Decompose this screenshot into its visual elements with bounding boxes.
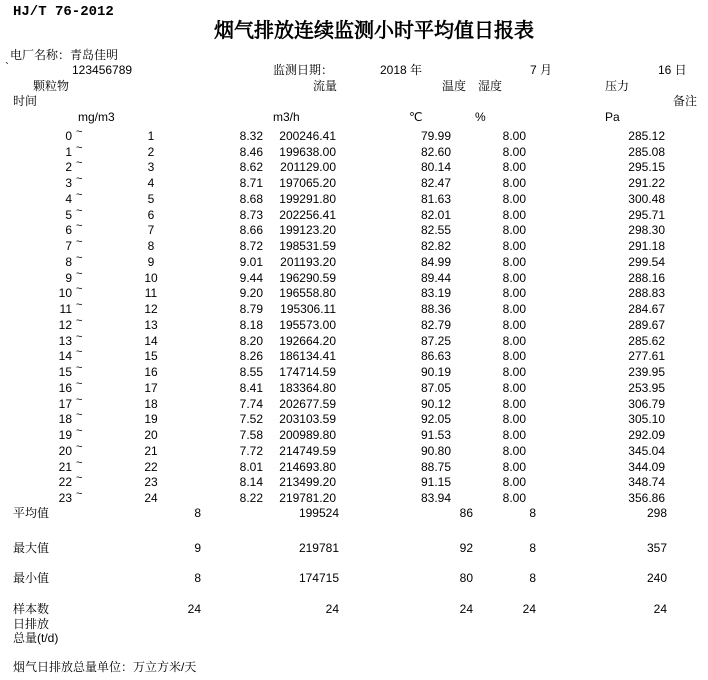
- tilde-separator: ~: [76, 346, 83, 359]
- pressure-value: 298.30: [628, 223, 665, 238]
- pressure-value: 306.79: [628, 396, 665, 411]
- summary-particulate-value: 9: [194, 541, 201, 555]
- flow-value: 201193.20: [280, 254, 336, 269]
- humidity-value: 8.00: [502, 191, 526, 206]
- page-title: 烟气排放连续监测小时平均值日报表: [214, 20, 534, 42]
- flow-value: 200989.80: [279, 428, 336, 443]
- summary-pressure-value: 357: [646, 541, 667, 555]
- standard-number: HJ/T 76-2012: [13, 4, 114, 20]
- tilde-separator: ~: [76, 488, 83, 501]
- particulate-value: 8.46: [239, 144, 263, 159]
- humidity-value: 8.00: [502, 365, 526, 380]
- tilde-separator: ~: [76, 220, 83, 233]
- humidity-value: 8.00: [502, 491, 526, 506]
- tilde-separator: ~: [76, 236, 83, 249]
- column-header-humidity: 湿度: [478, 79, 503, 93]
- temperature-value: 87.05: [420, 380, 451, 395]
- table-row: [0, 440, 708, 459]
- plant-code: 123456789: [72, 63, 133, 77]
- hour-start: 21: [58, 459, 72, 474]
- flow-value: 214693.80: [279, 459, 336, 474]
- particulate-value: 8.66: [239, 223, 263, 238]
- particulate-value: 7.72: [239, 443, 263, 458]
- hour-start: 5: [65, 207, 72, 222]
- tilde-separator: ~: [76, 157, 83, 170]
- temperature-value: 82.60: [420, 144, 451, 159]
- flow-value: 196558.80: [279, 286, 336, 301]
- summary-flow-value: 24: [325, 602, 339, 616]
- hour-start: 19: [58, 428, 72, 443]
- hour-end: 18: [144, 396, 158, 411]
- humidity-value: 8.00: [502, 129, 526, 143]
- temperature-value: 82.55: [420, 223, 451, 238]
- hour-end: 17: [144, 380, 158, 395]
- table-row: [0, 159, 708, 175]
- temperature-value: 88.36: [420, 302, 451, 317]
- particulate-value: 8.73: [239, 207, 263, 222]
- pressure-value: 300.48: [628, 191, 665, 206]
- hour-end: 9: [147, 254, 155, 269]
- hour-end: 5: [147, 191, 155, 206]
- flow-value: 198531.59: [279, 239, 336, 254]
- hour-start: 10: [58, 286, 72, 301]
- humidity-value: 8.00: [502, 270, 526, 285]
- humidity-value: 8.00: [502, 412, 526, 427]
- tilde-separator: ~: [76, 267, 83, 280]
- particulate-value: 7.52: [239, 412, 263, 427]
- tilde-separator: ~: [76, 188, 83, 201]
- hour-end: 11: [144, 286, 158, 301]
- hour-start: 16: [58, 380, 72, 395]
- hour-start: 15: [58, 365, 72, 380]
- stray-mark: `: [5, 60, 9, 74]
- humidity-value: 8.00: [502, 254, 526, 269]
- summary-particulate-value: 8: [194, 571, 201, 585]
- pressure-value: 289.67: [628, 317, 665, 332]
- hour-end: 3: [147, 160, 155, 175]
- daily-emission-label-line2: 总量(t/d): [13, 631, 59, 645]
- temperature-value: 89.44: [420, 270, 451, 285]
- summary-humidity-value: 8: [529, 506, 536, 520]
- particulate-value: 8.55: [239, 365, 263, 380]
- temperature-value: 86.63: [420, 349, 451, 364]
- table-row: [0, 364, 708, 380]
- particulate-value: 8.62: [239, 160, 263, 175]
- humidity-value: 8.00: [502, 286, 526, 301]
- tilde-separator: ~: [76, 393, 83, 406]
- table-row: [0, 238, 708, 254]
- hour-start: 18: [58, 412, 72, 427]
- summary-pressure-value: 240: [646, 571, 667, 585]
- tilde-separator: ~: [76, 251, 83, 264]
- particulate-value: 8.72: [239, 239, 263, 254]
- flow-value: 195573.00: [279, 317, 336, 332]
- tilde-separator: ~: [76, 425, 83, 438]
- hour-start: 1: [65, 144, 72, 159]
- unit-humidity: %: [475, 110, 486, 124]
- tilde-separator: ~: [76, 314, 83, 327]
- pressure-value: 299.54: [628, 254, 665, 269]
- humidity-value: 8.00: [502, 239, 526, 254]
- pressure-value: 356.86: [628, 491, 665, 506]
- pressure-value: 285.62: [628, 333, 665, 348]
- hour-end: 2: [147, 144, 155, 159]
- humidity-value: 8.00: [502, 223, 526, 238]
- table-row: [0, 330, 708, 349]
- particulate-value: 8.22: [239, 491, 263, 506]
- temperature-value: 82.82: [420, 239, 451, 254]
- column-header-remark: 备注: [673, 94, 698, 108]
- flow-value: 199638.00: [279, 144, 336, 159]
- table-row: [0, 267, 708, 286]
- summary-row-label: 最大值: [13, 541, 50, 555]
- humidity-value: 8.00: [502, 302, 526, 317]
- summary-row: [0, 570, 708, 586]
- flow-value: 197065.20: [279, 176, 336, 191]
- table-row: [0, 393, 708, 412]
- particulate-value: 7.58: [239, 428, 263, 443]
- temperature-value: 84.99: [420, 254, 451, 269]
- hour-start: 0: [65, 129, 72, 143]
- summary-row: [0, 505, 708, 521]
- monitor-date-day: 16 日: [658, 63, 687, 77]
- pressure-value: 348.74: [628, 475, 665, 490]
- footer-note: 烟气日排放总量单位：万立方米/天: [13, 660, 197, 674]
- tilde-separator: ~: [76, 456, 83, 469]
- flow-value: 195306.11: [280, 302, 336, 317]
- table-row: [0, 301, 708, 317]
- humidity-value: 8.00: [502, 207, 526, 222]
- flow-value: 192664.20: [279, 333, 336, 348]
- summary-row-label: 最小值: [13, 571, 50, 585]
- summary-humidity-value: 24: [522, 602, 536, 616]
- summary-pressure-value: 24: [653, 602, 667, 616]
- humidity-value: 8.00: [502, 380, 526, 395]
- hour-start: 20: [58, 443, 72, 458]
- flow-value: 213499.20: [279, 475, 336, 490]
- summary-humidity-value: 8: [529, 571, 536, 585]
- summary-temperature-value: 24: [459, 602, 473, 616]
- summary-particulate-value: 24: [187, 602, 201, 616]
- humidity-value: 8.00: [502, 428, 526, 443]
- temperature-value: 82.79: [420, 317, 451, 332]
- humidity-value: 8.00: [502, 459, 526, 474]
- particulate-value: 8.68: [239, 191, 263, 206]
- summary-temperature-value: 92: [459, 541, 473, 555]
- unit-flow: m3/h: [273, 110, 300, 124]
- column-header-time: 时间: [13, 94, 38, 108]
- hour-end: 19: [144, 412, 158, 427]
- pressure-value: 253.95: [628, 380, 665, 395]
- hour-start: 7: [65, 239, 72, 254]
- pressure-value: 292.09: [628, 428, 665, 443]
- particulate-value: 8.32: [239, 129, 263, 143]
- flow-value: 202677.59: [279, 396, 336, 411]
- pressure-value: 284.67: [628, 302, 665, 317]
- tilde-separator: ~: [76, 141, 83, 154]
- hour-start: 8: [65, 254, 72, 269]
- tilde-separator: ~: [76, 409, 83, 422]
- temperature-value: 92.05: [420, 412, 451, 427]
- humidity-value: 8.00: [502, 144, 526, 159]
- pressure-value: 288.16: [628, 270, 665, 285]
- pressure-value: 277.61: [628, 349, 665, 364]
- temperature-value: 79.99: [420, 129, 451, 143]
- particulate-value: 8.26: [239, 349, 263, 364]
- table-row: [0, 251, 708, 270]
- hour-end: 14: [144, 333, 158, 348]
- humidity-value: 8.00: [502, 475, 526, 490]
- summary-row: [0, 601, 708, 617]
- hour-start: 6: [65, 223, 72, 238]
- flow-value: 214749.59: [279, 443, 336, 458]
- tilde-separator: ~: [76, 330, 83, 343]
- pressure-value: 344.09: [628, 459, 665, 474]
- summary-row: [0, 540, 708, 556]
- unit-pressure: Pa: [605, 110, 620, 124]
- pressure-value: 291.18: [628, 239, 665, 254]
- particulate-value: 9.20: [239, 286, 263, 301]
- unit-temperature: ℃: [409, 110, 423, 124]
- hour-start: 9: [65, 270, 72, 285]
- particulate-value: 8.41: [239, 380, 263, 395]
- pressure-value: 288.83: [628, 286, 665, 301]
- hour-end: 8: [147, 239, 155, 254]
- table-row: [0, 222, 708, 238]
- hour-end: 13: [144, 317, 158, 332]
- temperature-value: 91.53: [420, 428, 451, 443]
- particulate-value: 8.79: [239, 302, 263, 317]
- flow-value: 199123.20: [279, 223, 336, 238]
- flow-value: 219781.20: [279, 491, 336, 506]
- column-header-pressure: 压力: [605, 79, 630, 93]
- column-header-flow: 流量: [313, 79, 338, 93]
- hour-start: 23: [58, 491, 72, 506]
- particulate-value: 8.14: [239, 475, 263, 490]
- monitor-date-label: 监测日期：: [273, 63, 334, 77]
- temperature-value: 87.25: [420, 333, 451, 348]
- summary-flow-value: 174715: [298, 571, 339, 585]
- tilde-separator: ~: [76, 440, 83, 453]
- temperature-value: 81.63: [420, 191, 451, 206]
- particulate-value: 8.71: [239, 176, 263, 191]
- humidity-value: 8.00: [502, 176, 526, 191]
- hour-start: 3: [65, 176, 72, 191]
- hour-start: 17: [58, 396, 72, 411]
- humidity-value: 8.00: [502, 396, 526, 411]
- temperature-value: 88.75: [420, 459, 451, 474]
- summary-row-label: 样本数: [13, 602, 50, 616]
- temperature-value: 91.15: [420, 475, 451, 490]
- summary-row-label: 平均值: [13, 506, 50, 520]
- pressure-value: 345.04: [628, 443, 665, 458]
- hour-end: 6: [147, 207, 155, 222]
- humidity-value: 8.00: [502, 333, 526, 348]
- unit-particulate: mg/m3: [78, 110, 115, 124]
- hour-end: 23: [144, 475, 158, 490]
- tilde-separator: ~: [76, 283, 83, 296]
- table-row: [0, 427, 708, 443]
- tilde-separator: ~: [76, 299, 83, 312]
- hour-end: 12: [144, 302, 158, 317]
- table-row: [0, 474, 708, 490]
- hour-start: 13: [58, 333, 72, 348]
- temperature-value: 80.14: [420, 160, 451, 175]
- table-row: [0, 204, 708, 223]
- hour-end: 15: [144, 349, 158, 364]
- hour-end: 10: [144, 270, 158, 285]
- flow-value: 183364.80: [279, 380, 336, 395]
- hour-end: 20: [144, 428, 158, 443]
- table-row: [0, 456, 708, 475]
- humidity-value: 8.00: [502, 443, 526, 458]
- temperature-value: 82.01: [420, 207, 451, 222]
- flow-value: 196290.59: [279, 270, 336, 285]
- summary-flow-value: 199524: [298, 506, 339, 520]
- hour-start: 2: [65, 160, 72, 175]
- flow-value: 200246.41: [279, 129, 336, 143]
- column-header-temperature: 温度: [442, 79, 467, 93]
- tilde-separator: ~: [76, 377, 83, 390]
- tilde-separator: ~: [76, 362, 83, 375]
- table-row: [0, 128, 708, 144]
- hour-start: 4: [65, 191, 72, 206]
- hour-end: 1: [147, 129, 155, 143]
- monitor-date-month: 7 月: [530, 63, 553, 77]
- table-row: [0, 141, 708, 160]
- pressure-value: 285.08: [628, 144, 665, 159]
- pressure-value: 285.12: [628, 129, 665, 143]
- hour-start: 14: [58, 349, 72, 364]
- hour-end: 7: [147, 223, 155, 238]
- particulate-value: 8.01: [239, 459, 263, 474]
- plant-name-line: 电厂名称：青岛佳明: [10, 48, 119, 62]
- flow-value: 203103.59: [279, 412, 336, 427]
- hour-end: 22: [144, 459, 158, 474]
- particulate-value: 8.20: [239, 333, 263, 348]
- table-row: [0, 314, 708, 333]
- tilde-separator: ~: [76, 472, 83, 485]
- tilde-separator: ~: [76, 173, 83, 186]
- hour-end: 4: [147, 176, 155, 191]
- humidity-value: 8.00: [502, 317, 526, 332]
- table-row: [0, 490, 708, 506]
- table-row: [0, 411, 708, 427]
- temperature-value: 90.80: [420, 443, 451, 458]
- table-row: [0, 175, 708, 191]
- table-row: [0, 188, 708, 207]
- temperature-value: 82.47: [420, 176, 451, 191]
- hour-start: 22: [58, 475, 72, 490]
- pressure-value: 239.95: [628, 365, 665, 380]
- tilde-separator: ~: [76, 204, 83, 217]
- pressure-value: 291.22: [628, 176, 665, 191]
- temperature-value: 83.19: [420, 286, 451, 301]
- daily-emission-label-line1: 日排放: [13, 617, 50, 631]
- pressure-value: 295.15: [628, 160, 665, 175]
- table-row: [0, 285, 708, 301]
- temperature-value: 90.19: [420, 365, 451, 380]
- hour-start: 11: [59, 302, 72, 317]
- temperature-value: 83.94: [420, 491, 451, 506]
- table-row: [0, 348, 708, 364]
- hour-end: 24: [144, 491, 158, 506]
- particulate-value: 9.01: [239, 254, 263, 269]
- summary-humidity-value: 8: [529, 541, 536, 555]
- monitor-date-year: 2018 年: [380, 63, 423, 77]
- pressure-value: 295.71: [628, 207, 665, 222]
- flow-value: 202256.41: [279, 207, 336, 222]
- flow-value: 199291.80: [279, 191, 336, 206]
- summary-temperature-value: 80: [459, 571, 473, 585]
- flow-value: 174714.59: [279, 365, 336, 380]
- humidity-value: 8.00: [502, 160, 526, 175]
- summary-temperature-value: 86: [459, 506, 473, 520]
- flow-value: 186134.41: [279, 349, 336, 364]
- particulate-value: 7.74: [239, 396, 263, 411]
- particulate-value: 9.44: [239, 270, 263, 285]
- flow-value: 201129.00: [280, 160, 336, 175]
- summary-pressure-value: 298: [646, 506, 667, 520]
- hour-end: 16: [144, 365, 158, 380]
- hour-start: 12: [58, 317, 72, 332]
- pressure-value: 305.10: [628, 412, 665, 427]
- humidity-value: 8.00: [502, 349, 526, 364]
- temperature-value: 90.12: [420, 396, 451, 411]
- summary-flow-value: 219781: [298, 541, 339, 555]
- column-header-particulate: 颗粒物: [33, 79, 70, 93]
- table-row: [0, 377, 708, 396]
- summary-particulate-value: 8: [194, 506, 201, 520]
- hour-end: 21: [144, 443, 158, 458]
- tilde-separator: ~: [76, 126, 83, 138]
- particulate-value: 8.18: [239, 317, 263, 332]
